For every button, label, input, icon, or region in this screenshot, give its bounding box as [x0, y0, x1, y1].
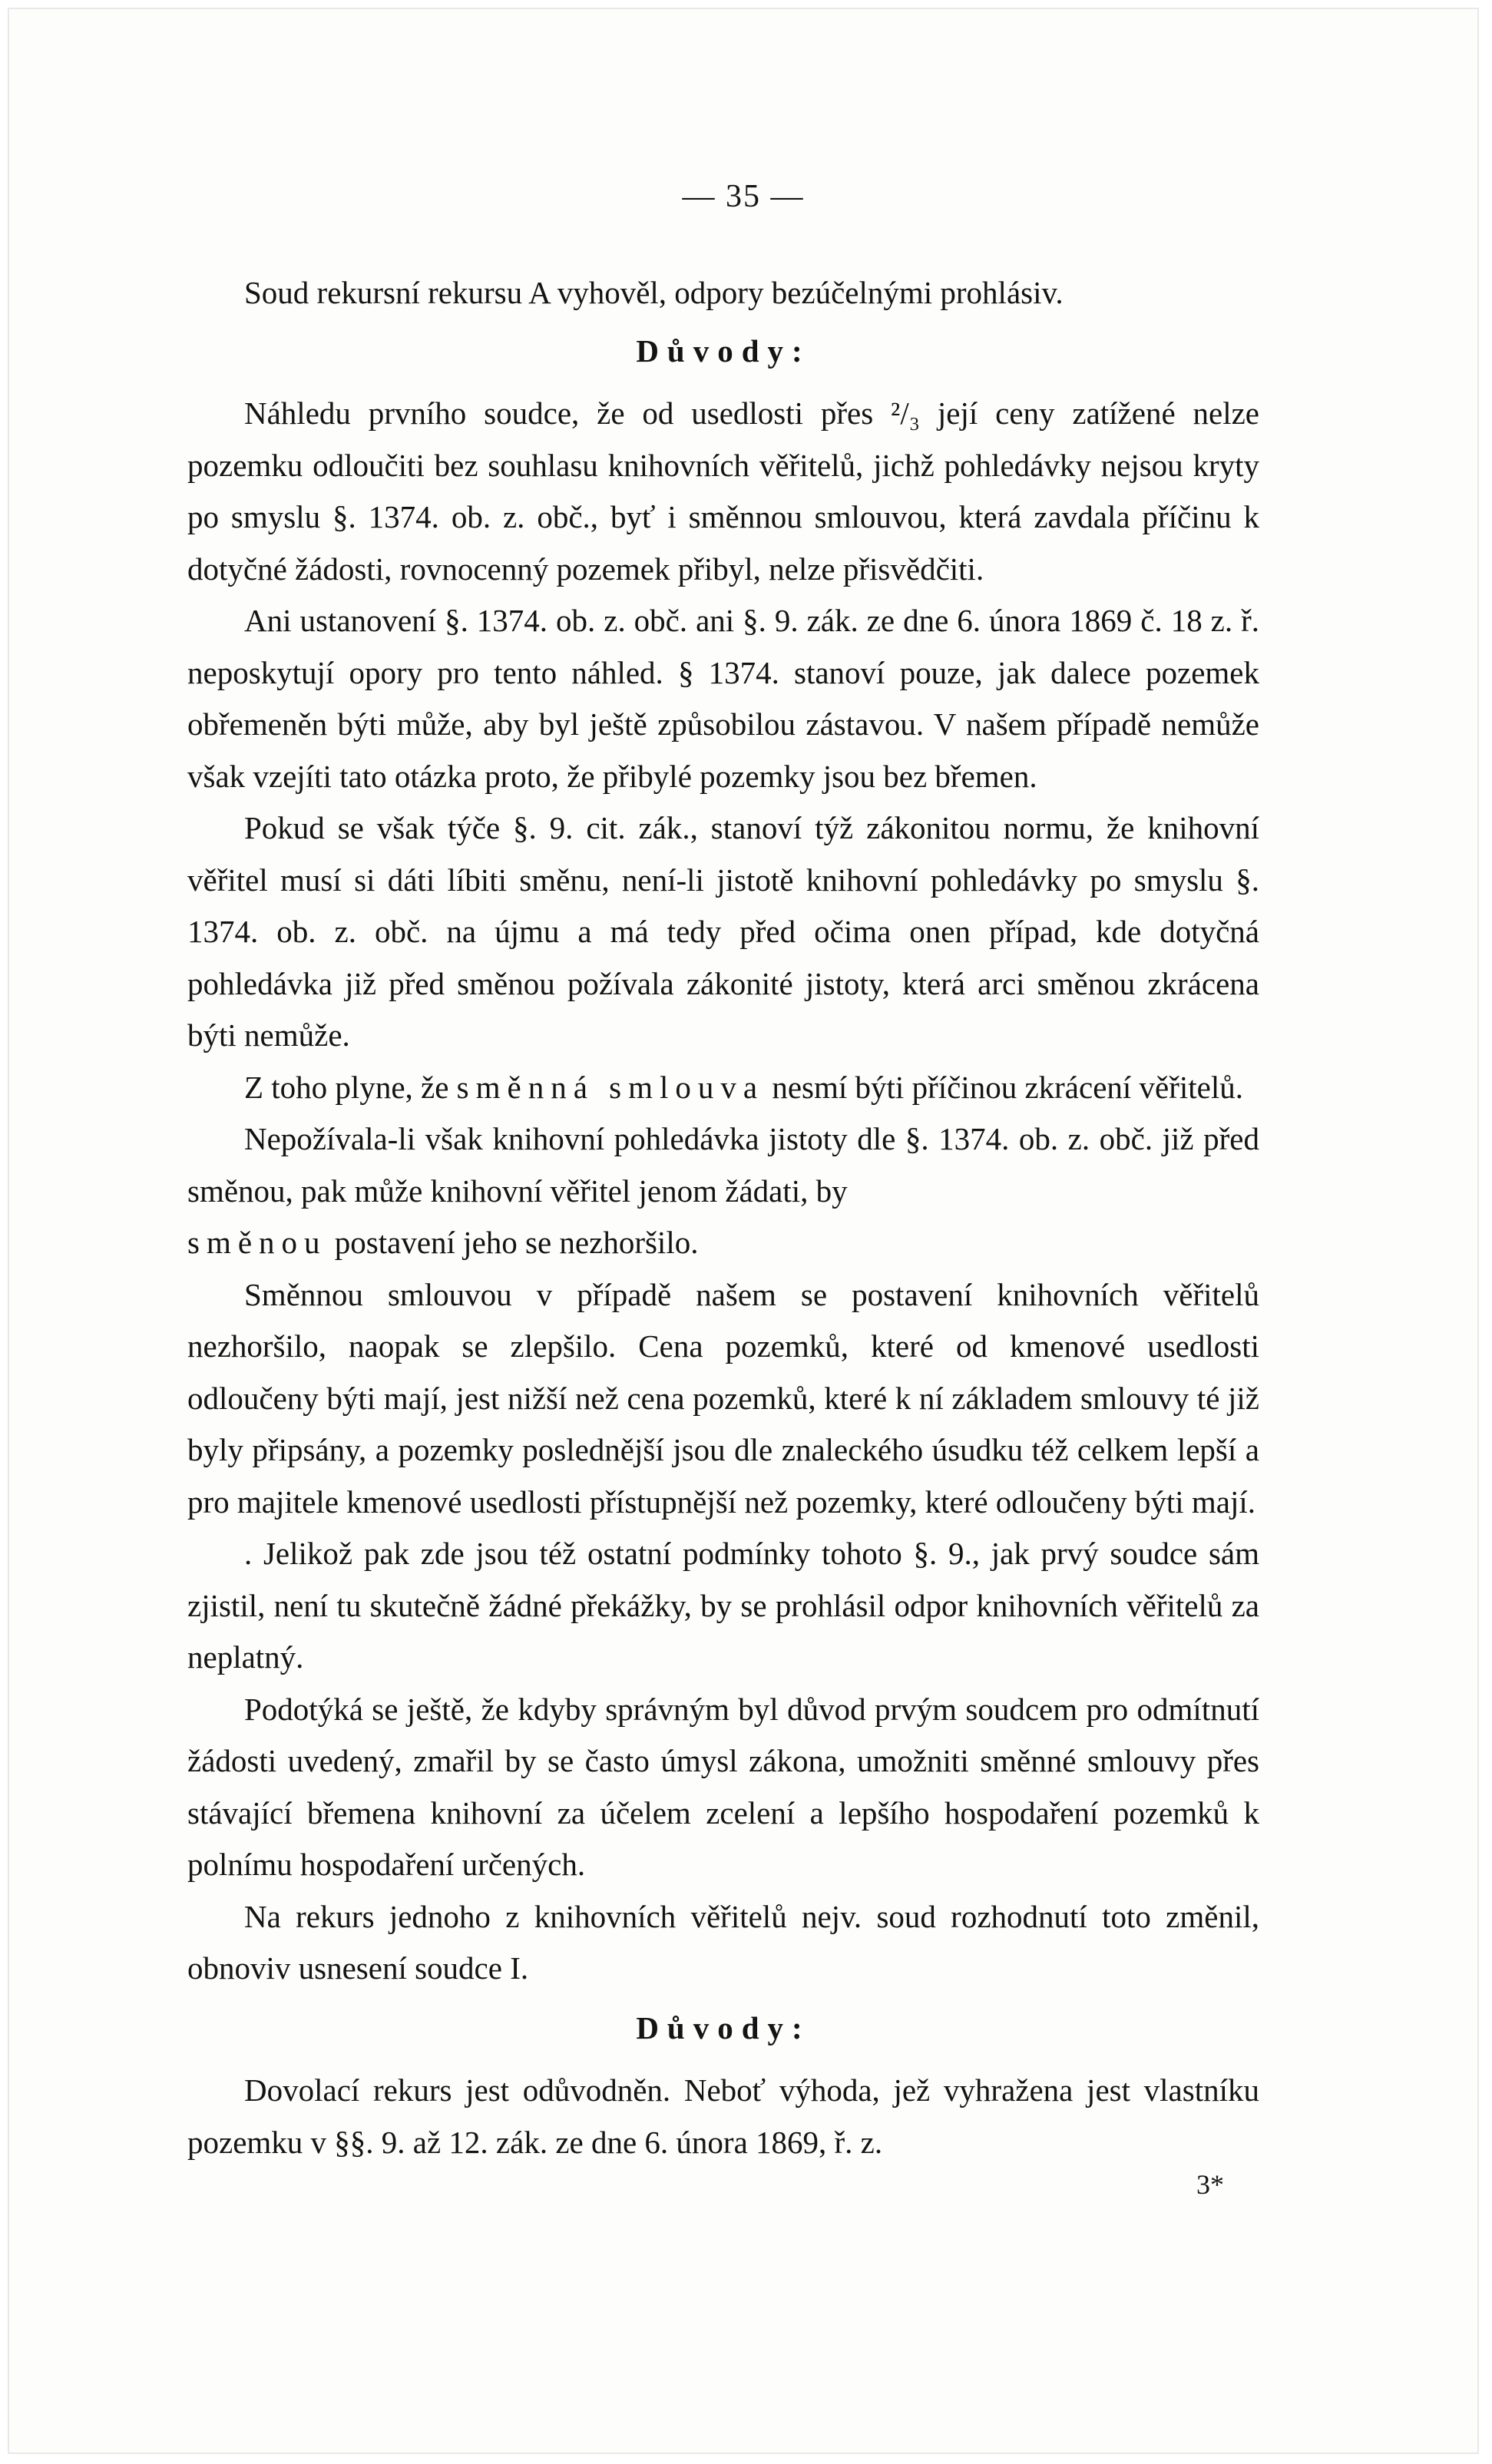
page-number: — 35 — — [682, 179, 805, 214]
document-page — [9, 9, 1477, 2452]
paragraph-5 — [187, 1062, 1259, 1114]
paragraph-4: Pokud se však týče §. 9. cit. zák., stanoví týž zákonitou normu, že knihovní věřitel musí si dáti líbiti směnu, není-li jistotě knihovní pohledávky po smyslu §. 1374. ob. z. obč. na újmu a má tedy před očima onen případ, kde dotyčná pohledávka již před směnou požívala zákonité jistoty, která arci směnou zkrácena býti nemůže. — [187, 810, 1259, 1053]
paragraph-10: Na rekurs jednoho z knihovních věřitelů nejv. soud rozhodnutí toto změnil, obnoviv usnesení soudce I. — [187, 1898, 1259, 1986]
paragraph-2: Náhledu prvního soudce, že od usedlosti přes ²/₃ její ceny zatížené nelze pozemku odloučiti bez souhlasu knihovních věřitelů, jichž pohledávky nejsou kryty po smyslu §. 1374. ob. z. obč., byť i směnnou smlouvou, která zavdala příčinu k dotyčné žádosti, rovnocenný pozemek přibyl, nelze přisvědčiti. — [187, 395, 1259, 587]
paragraph-3: Ani ustanovení §. 1374. ob. z. obč. ani §. 9. zák. ze dne 6. února 1869 č. 18 z. ř. neposkytují opory pro tento náhled. § 1374. stanoví pouze, jak dalece pozemek obřemeněn býti může, aby byl ještě způsobilou zástavou. V našem případě nemůže však vzejíti tato otázka proto, že přibylé pozemky jsou bez břemen. — [187, 603, 1259, 794]
heading-duvody-1: Důvody: — [636, 332, 811, 369]
paragraph-5-start: Z toho plyne, že — [244, 1069, 449, 1105]
paragraph-11: Dovolací rekurs jest odůvodněn. Neboť výhoda, jež vyhražena jest vlastníku pozemku v §§. 9. až 12. zák. ze dne 6. února 1869, ř. z. — [187, 2072, 1259, 2160]
emphasis-smenou: směnou — [187, 1225, 327, 1260]
paragraph-7: Směnnou smlouvou v případě našem se postavení knihovních věřitelů nezhoršilo, naopak se zlepšilo. Cena pozemků, které od kmenové usedlosti odloučeny býti mají, jest nižší než cena pozemků, které k ní základem smlouvy té již byly připsány, a pozemky poslednější jsou dle znaleckého úsudku též celkem lepší a pro majitele kmenové usedlosti přístupnější než pozemky, které odloučeny býti mají. — [187, 1276, 1259, 1520]
text-block — [187, 267, 1259, 2168]
paragraph-6-end: postavení jeho se nezhoršilo. — [334, 1225, 699, 1260]
paragraph-5-end: nesmí býti příčinou zkrácení věřitelů. — [772, 1069, 1244, 1105]
signature-mark: 3* — [1196, 2169, 1224, 2200]
emphasis-smenna-smlouva: směnná smlouva — [456, 1069, 765, 1105]
paragraph-9: Podotýká se ještě, že kdyby správným byl důvod prvým soudcem pro odmítnutí žádosti uvedený, zmařil by se často úmysl zákona, umožniti směnné smlouvy přes stávající břemena knihovní za účelem zcelení a lepšího hospodaření pozemků k polnímu hospodaření určených. — [187, 1691, 1259, 1882]
paragraph-1: Soud rekursní rekursu A vyhověl, odpory bezúčelnými prohlásiv. — [244, 275, 1064, 310]
heading-duvody-2: Důvody: — [636, 2009, 811, 2046]
paragraph-6-continued — [187, 1217, 1259, 1269]
paragraph-8: . Jelikož pak zde jsou též ostatní podmínky tohoto §. 9., jak prvý soudce sám zjistil, není tu skutečně žádné překážky, by se prohlásil odpor knihovních věřitelů za neplatný. — [187, 1536, 1259, 1675]
paragraph-6: Nepožívala-li však knihovní pohledávka jistoty dle §. 1374. ob. z. obč. již před směnou, pak může knihovní věřitel jenom žádati, by — [187, 1121, 1259, 1209]
